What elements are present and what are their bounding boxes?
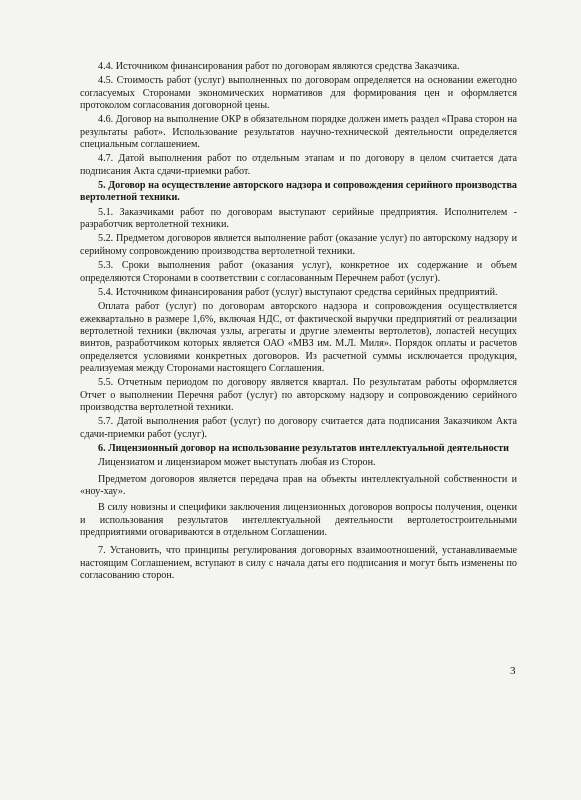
- clause-6-parties: Лицензиатом и лицензиаром может выступать любая из Сторон.: [98, 457, 376, 469]
- clause-7: 7. Установить, что принципы регулирования договорных взаимоотношений, устанавливаемые настоящим Соглашением, вступают в силу с начала даты его подписания и могут быть изменены по согласованию сторон.: [80, 545, 517, 582]
- clause-5-2: 5.2. Предметом договоров является выполнение работ (оказание услуг) по авторскому надзору и серийному сопровождению производства вертолетной техники.: [80, 233, 517, 257]
- clause-4-7: 4.7. Датой выполнения работ по отдельным этапам и по договору в целом считается дата подписания Акта сдачи-приемки работ.: [80, 153, 517, 177]
- page-number: 3: [510, 665, 516, 677]
- clause-5-4: 5.4. Источником финансирования работ (услуг) выступают средства серийных предприятий.: [98, 286, 498, 298]
- clause-5-7: 5.7. Датой выполнения работ (услуг) по договору считается дата подписания Заказчиком Акта сдачи-приемки работ (услуг).: [80, 416, 517, 440]
- clause-5-3: 5.3. Сроки выполнения работ (оказания услуг), конкретное их содержание и объем определяются Сторонами в соответствии с согласованным Перечнем работ (услуг).: [80, 260, 517, 284]
- clause-5-5: 5.5. Отчетным периодом по договору является квартал. По результатам работы оформляется Отчет о выполнении Перечня работ (услуг) по авторскому надзору и сопровождению серийного производства вертолетной техники.: [80, 377, 517, 413]
- section-5-heading: 5. Договор на осуществление авторского надзора и сопровождения серийного производства вертолетной техники.: [80, 180, 517, 204]
- clause-5-4-payment: Оплата работ (услуг) по договорам авторского надзора и сопровождения осуществляется ежеквартально в размере 1,6%, включая НДС, от фактической выручки предприятий от реализации вертолетной техники (включая узлы, агрегаты и другие элементы вертолетов), лопастей несущих винтов, разработчиком которых является ОАО «МВЗ им. М.Л. Миля». Порядок оплаты и расчетов определяется условиями конкретных договоров. Из расчетной суммы исключается продукция, реализуемая между Сторонами настоящего Соглашения.: [80, 301, 517, 374]
- clause-5-1: 5.1. Заказчиками работ по договорам выступают серийные предприятия. Исполнителем - разработчик вертолетной техники.: [80, 206, 517, 231]
- document-body: [80, 61, 517, 584]
- clause-4-4: 4.4. Источником финансирования работ по договорам являются средства Заказчика.: [98, 61, 460, 72]
- section-6-heading: 6. Лицензионный договор на использование результатов интеллектуальной деятельности: [98, 442, 509, 454]
- clause-4-6: 4.6. Договор на выполнение ОКР в обязательном порядке должен иметь раздел «Права сторон на результаты работ». Использование результатов научно-технической деятельности определяется специальным соглашением.: [80, 114, 517, 151]
- clause-6-novelty: В силу новизны и специфики заключения лицензионных договоров вопросы получения, оценки и использования результатов интеллектуальной деятельности вертолетостроительными предприятиями оговариваются в отдельном Соглашении.: [80, 502, 517, 539]
- clause-6-subject: Предметом договоров является передача прав на объекты интеллектуальной собственности и «ноу-хау».: [80, 473, 517, 497]
- clause-4-5: 4.5. Стоимость работ (услуг) выполненных по договорам определяется на основании ежегодно согласуемых Сторонами экономических нормативов для формирования цен и оформляется протоколом согласования договорной цены.: [80, 75, 517, 112]
